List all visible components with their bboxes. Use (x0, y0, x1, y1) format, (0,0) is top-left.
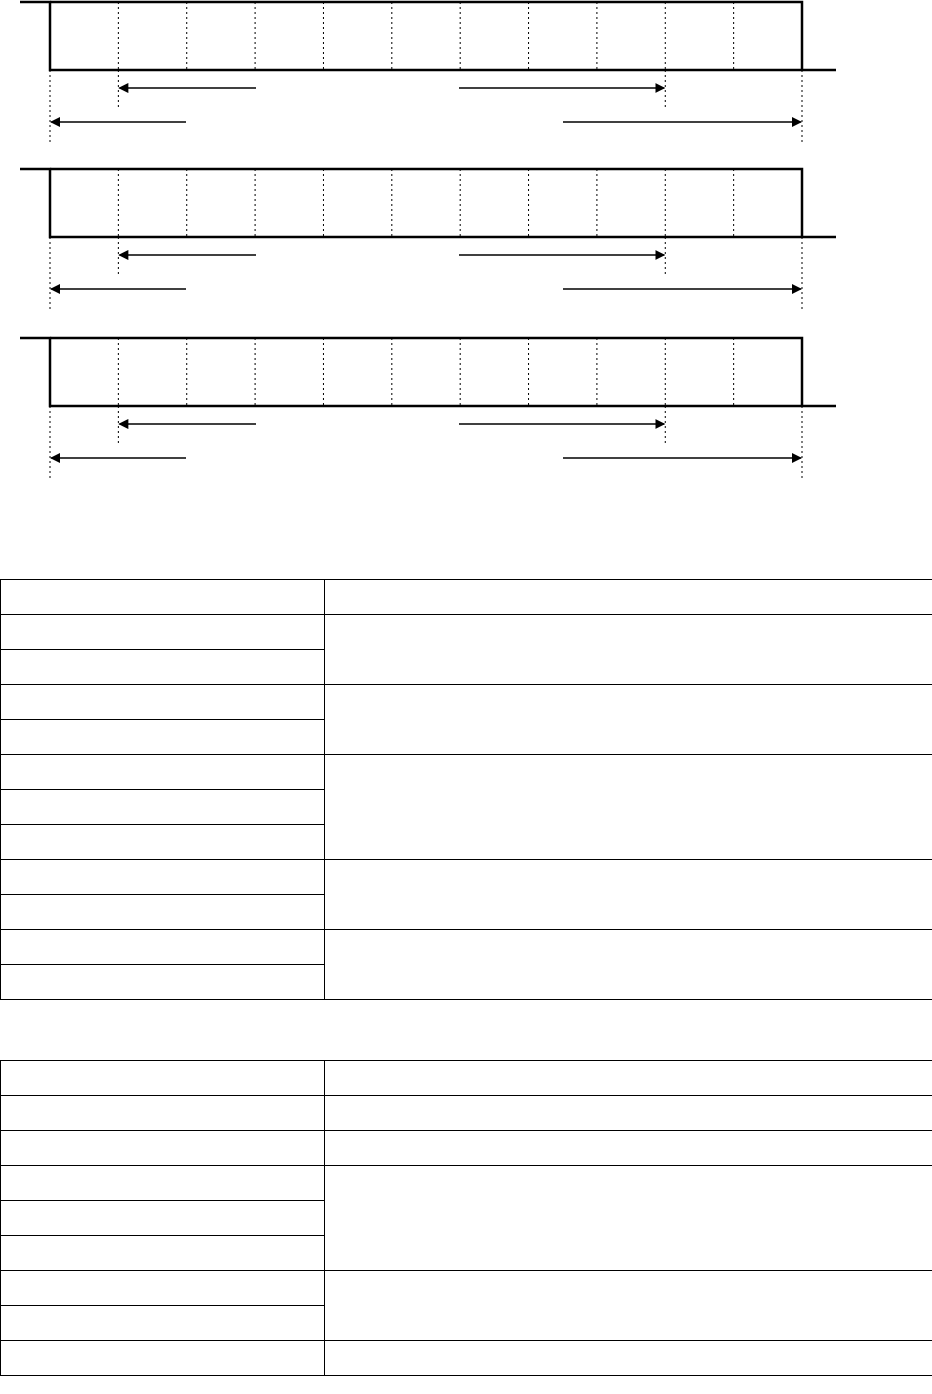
table-cell-left (1, 720, 325, 755)
table-row (1, 1341, 932, 1376)
table-2 (0, 1060, 932, 1376)
table-cell-left (1, 1201, 325, 1236)
table-cell-left (1, 1306, 325, 1341)
table-cell-right (325, 1166, 932, 1271)
table-cell-left (1, 755, 325, 790)
table-cell-right (325, 685, 932, 755)
table-cell-right (325, 860, 932, 930)
table-cell-left (1, 895, 325, 930)
table-row (1, 1096, 932, 1131)
table-row (1, 755, 932, 790)
table-row (1, 1131, 932, 1166)
timing-diagram (0, 0, 932, 480)
table-cell-left (1, 580, 325, 615)
table-row (1, 930, 932, 965)
table-cell-left (1, 1096, 325, 1131)
table-cell-right (325, 755, 932, 860)
table-cell-left (1, 1131, 325, 1166)
table-cell-left (1, 825, 325, 860)
table-cell-left (1, 1166, 325, 1201)
table-cell-left (1, 1341, 325, 1376)
frame-2-signal-low (20, 169, 836, 237)
table-cell-left (1, 1061, 325, 1096)
frame-1-signal-low (20, 2, 836, 70)
table-row (1, 685, 932, 720)
table-row (1, 860, 932, 895)
table-cell-left (1, 1271, 325, 1306)
table-cell-left (1, 965, 325, 1000)
table-cell-left (1, 685, 325, 720)
table-cell-right (325, 1271, 932, 1341)
table-row (1, 1061, 932, 1096)
table-cell-right (325, 615, 932, 685)
table-row (1, 1271, 932, 1306)
table-cell-left (1, 790, 325, 825)
frame-1-signal-high (50, 2, 802, 70)
table-cell-left (1, 1236, 325, 1271)
table-cell-left (1, 860, 325, 895)
table-cell-right (325, 580, 932, 615)
table-cell-right (325, 1131, 932, 1166)
table-row (1, 580, 932, 615)
frame-3-signal-low (20, 338, 836, 406)
table-1 (0, 579, 932, 1000)
table-cell-left (1, 930, 325, 965)
table-row (1, 1166, 932, 1201)
table-cell-right (325, 930, 932, 1000)
table-row (1, 615, 932, 650)
table-cell-left (1, 615, 325, 650)
table-cell-right (325, 1096, 932, 1131)
frame-2-signal-high (50, 169, 802, 237)
table-cell-right (325, 1061, 932, 1096)
frame-3-signal-high (50, 338, 802, 406)
table-cell-left (1, 650, 325, 685)
table-cell-right (325, 1341, 932, 1376)
